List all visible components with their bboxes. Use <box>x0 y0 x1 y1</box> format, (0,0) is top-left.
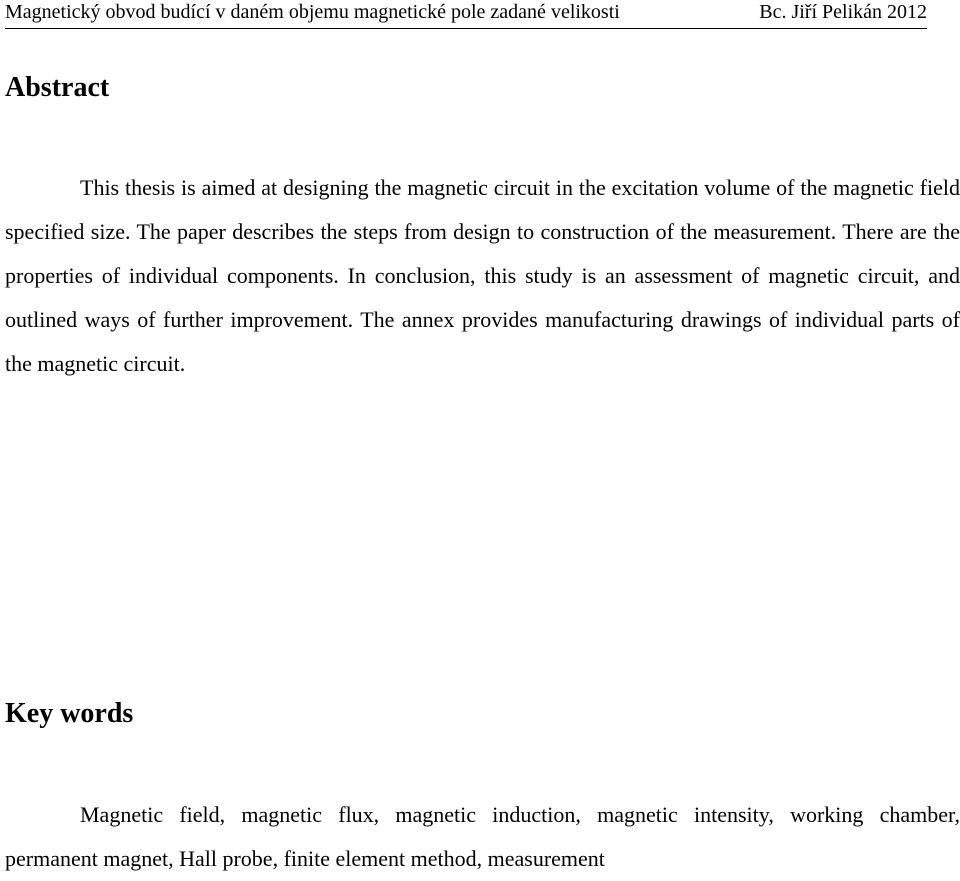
running-header <box>5 0 927 29</box>
keywords-paragraph: Magnetic field, magnetic flux, magnetic induction, magnetic intensity, working chamber, permanent magnet, Hall probe, finite element method, measurement <box>5 802 960 871</box>
header-thesis-title: Magnetický obvod budící v daném objemu magnetické pole zadané velikosti <box>5 1 620 23</box>
keywords-heading: Key words <box>5 698 134 729</box>
abstract-heading: Abstract <box>5 72 110 103</box>
abstract-paragraph: This thesis is aimed at designing the magnetic circuit in the excitation volume of the magnetic field specified size. The paper describes the steps from design to construction of the measurement. There are the properties of individual components. In conclusion, this study is an assessment of magnetic circuit, and outlined ways of further improvement. The annex provides manufacturing drawings of individual parts of the magnetic circuit. <box>5 175 960 376</box>
header-author-year: Bc. Jiří Pelikán 2012 <box>759 1 927 23</box>
